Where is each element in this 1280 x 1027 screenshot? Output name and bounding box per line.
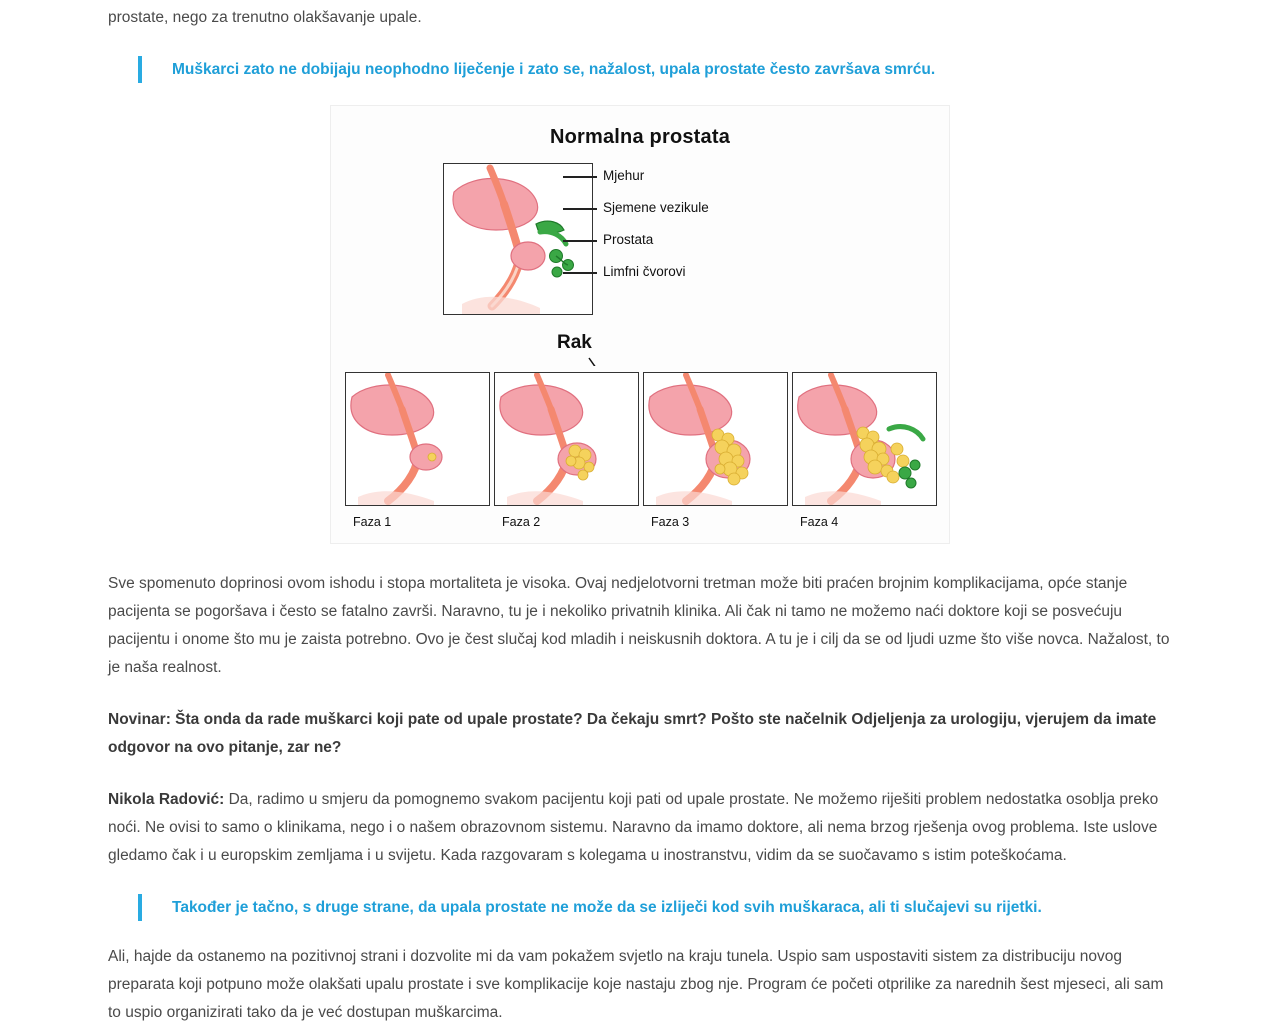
stage-caption: Faza 4 [800,515,839,529]
paragraph-top: prostate, nego za trenutno olakšavanje upale. [108,9,422,26]
leader-line [563,272,597,274]
speaker-name: Nikola Radović: [108,791,225,808]
stage-caption: Faza 3 [651,515,690,529]
leader-line [563,176,597,178]
stage-item [792,372,935,529]
stage-4-svg [793,373,936,505]
stage-3-svg [644,373,787,505]
paragraph-last: Ali, hajde da ostanemo na pozitivnoj strani i dozvolite mi da vam pokažem svjetlo na kraju tunela. Uspio sam uspostaviti sistem za distribuciju novog preparata koji potpuno može olakšati upalu prostate i sve komplikacije koje nastaju zbog nje. Program će početi otprilike za narednih šest mjeseci, ali sam to uspio organizirati tako da je već dostupan muškarcima. [108,948,1164,1021]
stage-2-illustration [494,372,639,506]
stage-1-illustration [345,372,490,506]
pull-quote-1-text: Muškarci zato ne dobijaju neophodno liječenje i zato se, nažalost, upala prostate često završava smrću. [172,61,936,78]
stage-item [494,372,637,529]
answer-body: Da, radimo u smjeru da pomognemo svakom pacijentu koji pati od upale prostate. Ne možemo riješiti problem nedostatka osoblja preko noći. Ne ovisi to samo o klinikama, nego i o našem obrazovnom sistemu. Naravno da imamo doktore, ali nema brzog rješenja ovog problema. Iste uslove gledamo čak i u europskim zemljama i u svijetu. Kada razgovaram s kolegama u inostranstvu, vidim da se suočavamo s istim poteškoćama. [108,791,1159,864]
figure-title-cancer: Rak [557,332,592,353]
normal-prostate-svg [444,164,592,314]
cancer-pointer-line [331,332,951,366]
label-lymph-nodes [601,263,871,295]
leader-line [563,208,597,210]
paragraph-after-figure: Sve spomenuto doprinosi ovom ishodu i stopa mortaliteta je visoka. Ovaj nedjelotvorni tretman može biti praćen brojnim komplikacijama, opće stanje pacijenta se pogoršava i često se fatalno završi. Naravno, tu je i nekoliko privatnih klinika. Ali čak ni tamo ne možemo naći doktore koji se posvećuju pacijentu i onome što mu je zaista potrebno. Ovo je čest slučaj kod mladih i neiskusnih doktora. A tu je i cilj da se od ljudi uzme što više novca. Nažalost, to je naša realnost. [108,575,1170,676]
stage-item [345,372,488,529]
interview-question: Novinar: Šta onda da rade muškarci koji pate od upale prostate? Da čekaju smrt? Pošto ste načelnik Odjeljenja za urologiju, vjerujem da imate odgovor na ovo pitanje, zar ne? [108,711,1157,756]
stage-2-svg [495,373,638,505]
label-prostate [601,231,871,263]
label-bladder [601,167,871,199]
stage-caption: Faza 2 [502,515,541,529]
label-seminal-vesicles [601,199,871,231]
stage-caption: Faza 1 [353,515,392,529]
normal-prostate-panel [405,157,875,332]
cancer-title-row [331,332,951,366]
prostate-diagram [330,105,950,544]
label-text: Prostata [603,232,654,247]
stage-4-illustration [792,372,937,506]
label-text: Limfni čvorovi [603,264,686,279]
cancer-stages-row [331,372,949,529]
normal-prostate-labels [601,167,871,295]
pull-quote-2-text: Također je tačno, s druge strane, da upala prostate ne može da se izliječi kod svih muškaraca, ali ti slučajevi su rijetki. [172,899,1042,916]
label-text: Sjemene vezikule [603,200,709,215]
normal-prostate-illustration [443,163,593,315]
stage-1-svg [346,373,489,505]
pull-quote-2 [138,894,1172,921]
stage-item [643,372,786,529]
stage-3-illustration [643,372,788,506]
pull-quote-1 [138,56,1172,83]
figure-container [108,105,1172,544]
leader-line [563,240,597,242]
label-text: Mjehur [603,168,645,183]
interview-answer [108,786,1172,870]
figure-title-normal: Normalna prostata [549,126,731,148]
